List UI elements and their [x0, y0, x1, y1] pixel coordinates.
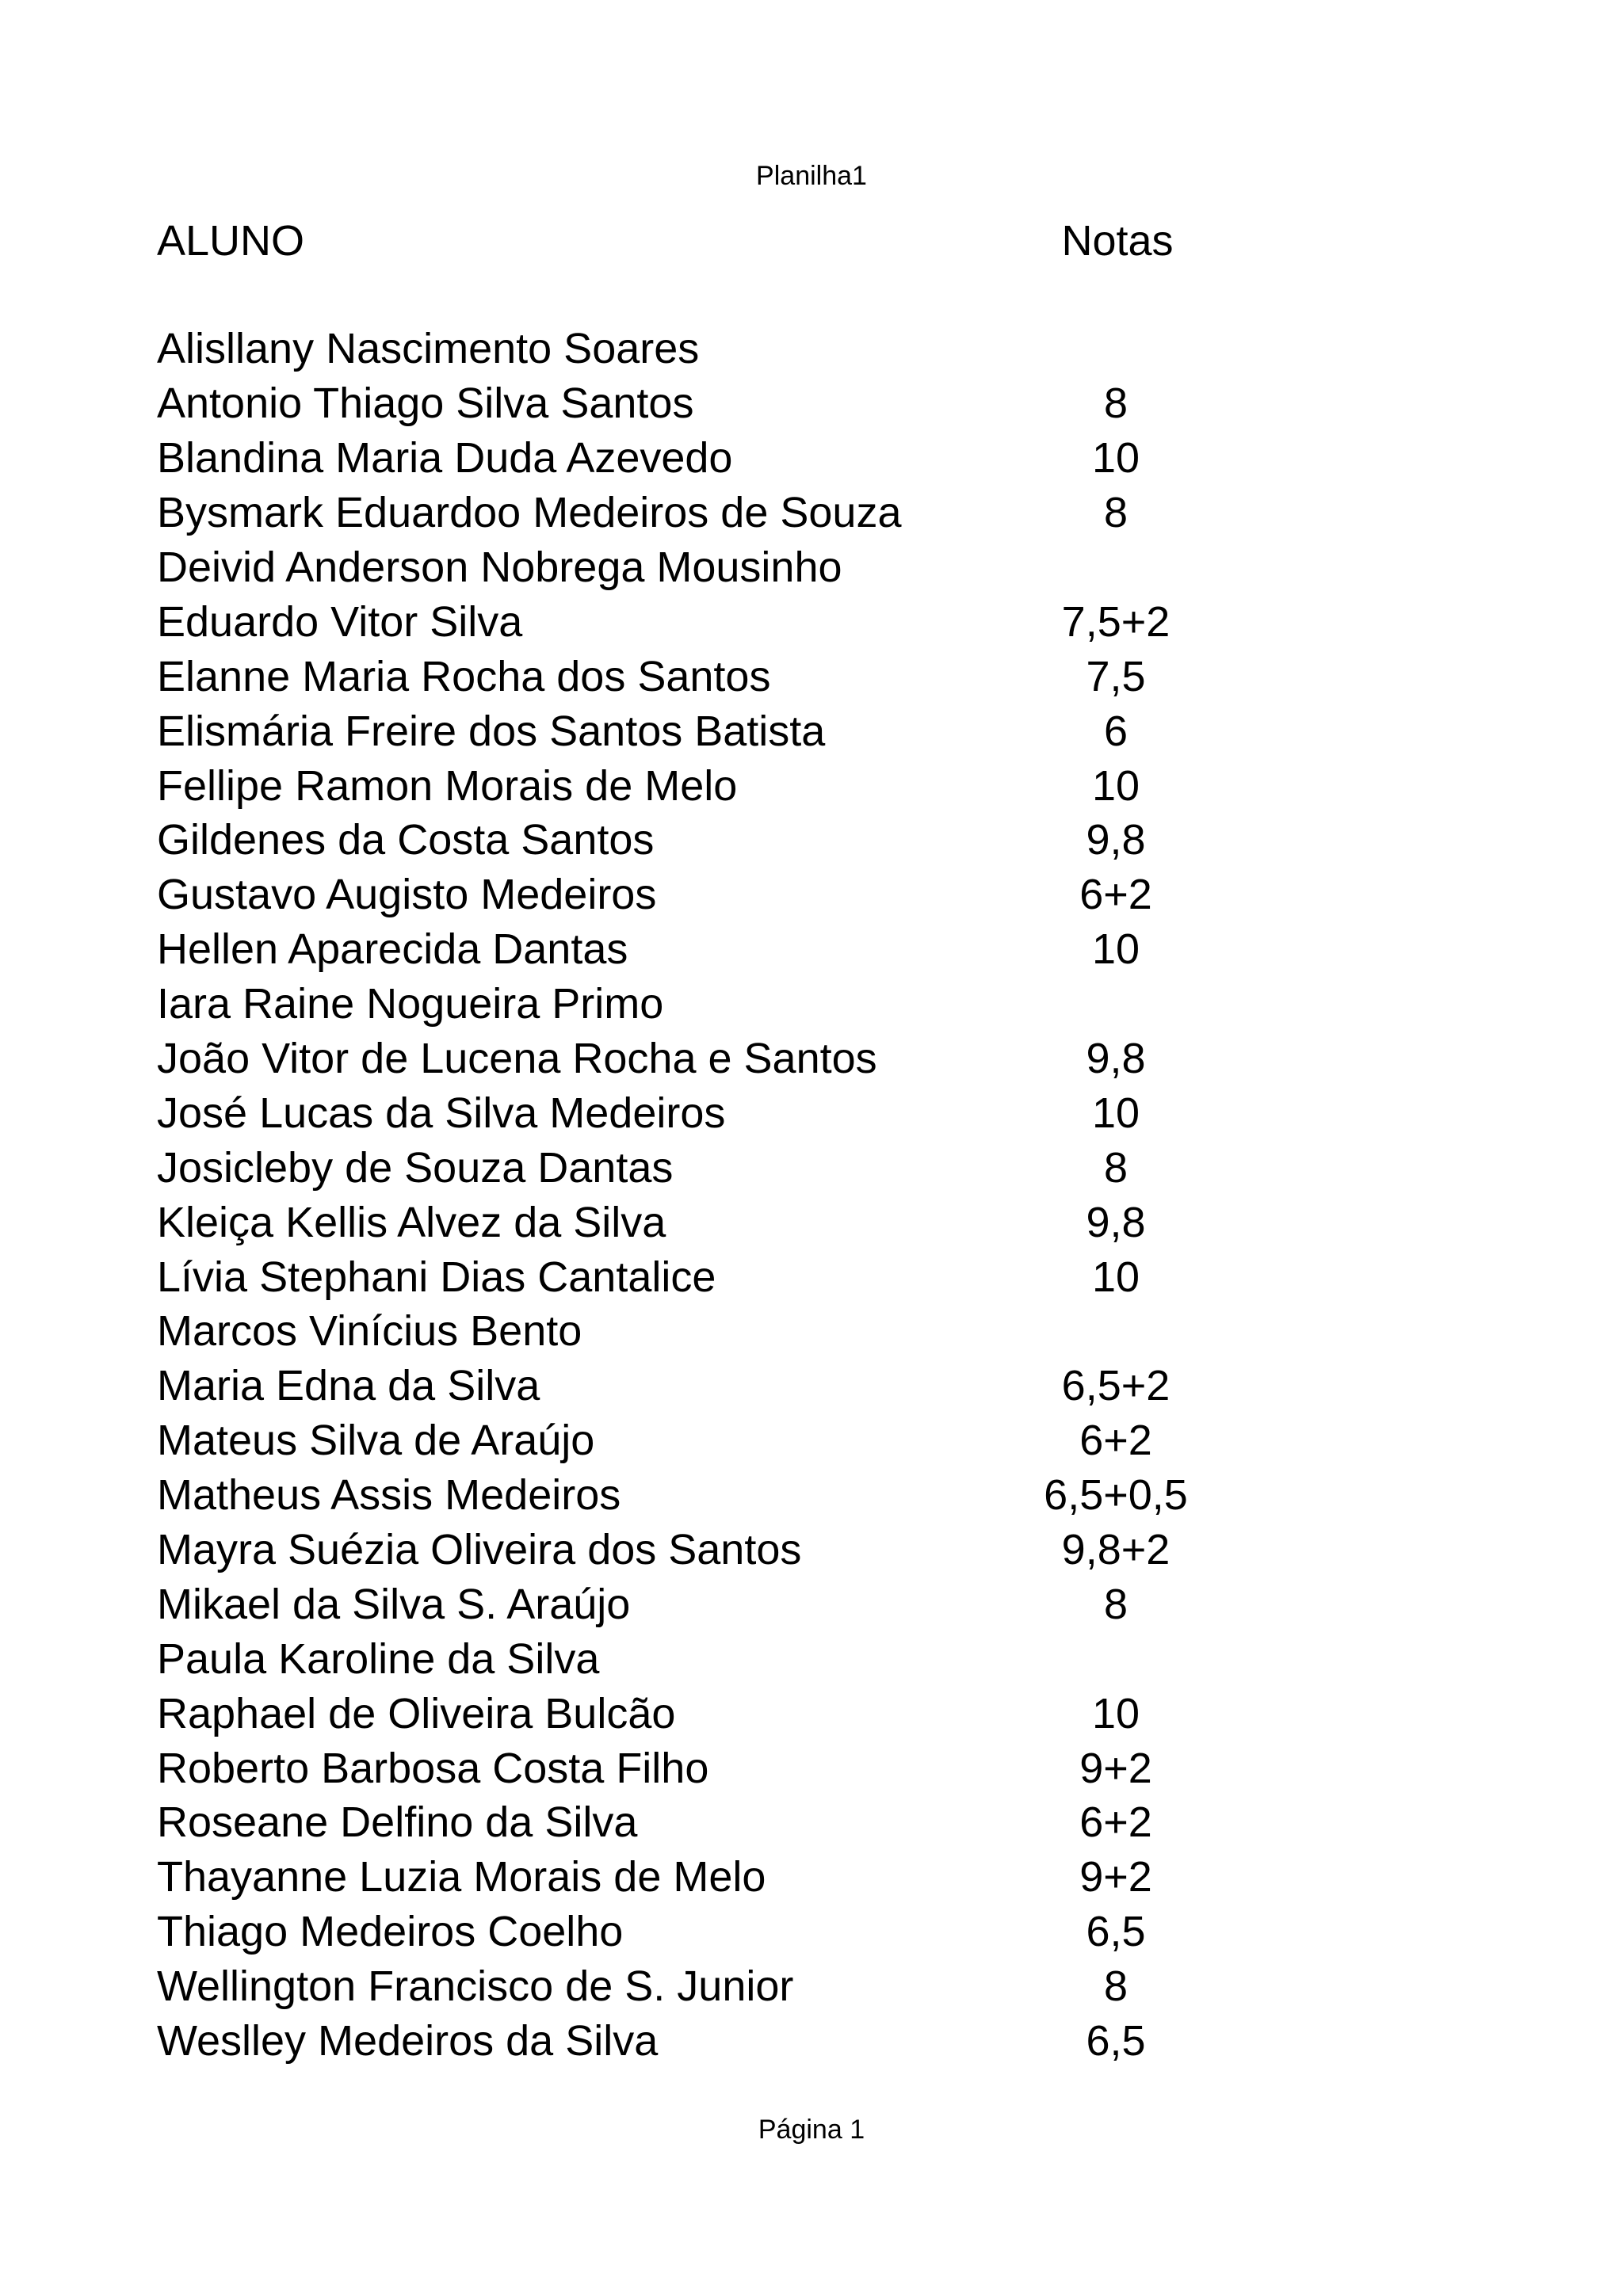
student-name: Hellen Aparecida Dantas	[157, 925, 628, 974]
student-grade: 10	[1091, 761, 1140, 810]
table-row	[157, 1905, 1504, 1959]
column-header-notas: Notas	[1061, 217, 1174, 265]
student-grade: 10	[1091, 1089, 1140, 1137]
student-grade: 6	[1103, 707, 1128, 755]
table-row	[157, 868, 1504, 922]
table-row	[157, 1304, 1504, 1359]
student-grade: 9,8	[1086, 1035, 1146, 1083]
table-row	[157, 2014, 1504, 2069]
student-list	[157, 322, 1504, 2069]
table-row	[157, 1686, 1504, 1741]
student-name: Elanne Maria Rocha dos Santos	[157, 652, 771, 700]
student-name: Mateus Silva de Araújo	[157, 1417, 595, 1465]
student-name: Mikael da Silva S. Araújo	[157, 1580, 631, 1628]
student-grade: 7,5	[1086, 652, 1146, 700]
student-grade: 6,5	[1086, 1908, 1146, 1956]
student-grade: 8	[1103, 1580, 1128, 1628]
table-row	[157, 1523, 1504, 1577]
table-row	[157, 486, 1504, 540]
table-row	[157, 922, 1504, 977]
student-name: Wellington Francisco de S. Junior	[157, 1962, 794, 2011]
table-row	[157, 1359, 1504, 1413]
student-name: Iara Raine Nogueira Primo	[157, 980, 664, 1028]
table-row	[157, 540, 1504, 595]
column-header-aluno: ALUNO	[157, 217, 305, 265]
student-name: Thiago Medeiros Coelho	[157, 1908, 624, 1956]
student-name: Elismária Freire dos Santos Batista	[157, 707, 826, 755]
table-row	[157, 758, 1504, 813]
student-name: Fellipe Ramon Morais de Melo	[157, 761, 738, 810]
student-grade: 10	[1091, 925, 1140, 974]
student-name: Roseane Delfino da Silva	[157, 1798, 638, 1847]
student-name: Deivid Anderson Nobrega Mousinho	[157, 543, 842, 591]
table-row	[157, 431, 1504, 486]
student-name: Roberto Barbosa Costa Filho	[157, 1744, 709, 1792]
student-name: Kleiça Kellis Alvez da Silva	[157, 1198, 666, 1246]
student-grade: 6,5	[1086, 2017, 1146, 2065]
student-grade: 6+2	[1079, 1417, 1152, 1465]
student-name: Marcos Vinícius Bento	[157, 1307, 582, 1356]
table-row	[157, 376, 1504, 431]
student-grade: 8	[1103, 1143, 1128, 1192]
table-row	[157, 813, 1504, 868]
student-name: Eduardo Vitor Silva	[157, 597, 523, 646]
sheet-title: Planilha1	[756, 161, 867, 191]
student-name: Raphael de Oliveira Bulcão	[157, 1689, 676, 1737]
table-row	[157, 649, 1504, 704]
student-name: Thayanne Luzia Morais de Melo	[157, 1853, 766, 1901]
table-row	[157, 1741, 1504, 1795]
student-grade: 9+2	[1079, 1744, 1152, 1792]
student-grade: 6,5+0,5	[1044, 1471, 1188, 1520]
student-name: Antonio Thiago Silva Santos	[157, 379, 694, 428]
student-name: Blandina Maria Duda Azevedo	[157, 434, 733, 482]
table-row	[157, 1795, 1504, 1850]
student-grade: 9,8	[1086, 1198, 1146, 1246]
student-name: Bysmark Eduardoo Medeiros de Souza	[157, 489, 902, 537]
student-name: Gildenes da Costa Santos	[157, 816, 655, 864]
student-name: João Vitor de Lucena Rocha e Santos	[157, 1035, 877, 1083]
table-row	[157, 1195, 1504, 1249]
student-name: Gustavo Augisto Medeiros	[157, 871, 657, 919]
student-grade: 8	[1103, 379, 1128, 428]
table-row	[157, 1140, 1504, 1195]
student-grade: 10	[1091, 434, 1140, 482]
student-name: Mayra Suézia Oliveira dos Santos	[157, 1526, 802, 1574]
student-grade: 9,8	[1086, 816, 1146, 864]
student-name: Josicleby de Souza Dantas	[157, 1143, 674, 1192]
student-name: Matheus Assis Medeiros	[157, 1471, 621, 1520]
table-row	[157, 704, 1504, 758]
student-grade: 9+2	[1079, 1853, 1152, 1901]
student-name: José Lucas da Silva Medeiros	[157, 1089, 726, 1137]
table-row	[157, 1249, 1504, 1304]
table-row	[157, 1468, 1504, 1523]
table-row	[157, 322, 1504, 376]
table-row	[157, 1085, 1504, 1140]
student-grade: 6+2	[1079, 1798, 1152, 1847]
table-row	[157, 1577, 1504, 1631]
table-row	[157, 1959, 1504, 2014]
table-row	[157, 1850, 1504, 1905]
student-name: Paula Karoline da Silva	[157, 1634, 600, 1683]
table-row	[157, 1032, 1504, 1086]
student-name: Lívia Stephani Dias Cantalice	[157, 1253, 716, 1301]
table-row	[157, 594, 1504, 649]
student-grade: 7,5+2	[1061, 597, 1170, 646]
student-name: Alisllany Nascimento Soares	[157, 325, 700, 373]
student-grade: 10	[1091, 1253, 1140, 1301]
page-number: Página 1	[758, 2115, 865, 2145]
student-grade: 10	[1091, 1689, 1140, 1737]
student-grade: 9,8+2	[1061, 1526, 1170, 1574]
student-grade: 8	[1103, 489, 1128, 537]
student-grade: 6,5+2	[1061, 1362, 1170, 1410]
student-name: Weslley Medeiros da Silva	[157, 2017, 659, 2065]
student-grade: 6+2	[1079, 871, 1152, 919]
student-name: Maria Edna da Silva	[157, 1362, 540, 1410]
table-row	[157, 1631, 1504, 1686]
student-grade: 8	[1103, 1962, 1128, 2011]
table-row	[157, 977, 1504, 1032]
table-row	[157, 1413, 1504, 1468]
